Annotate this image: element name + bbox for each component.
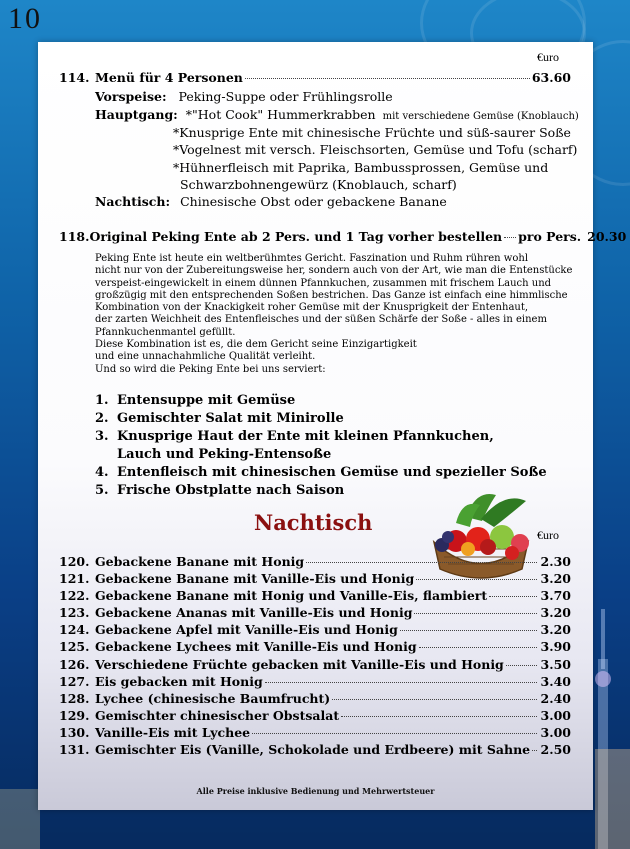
dessert-item [59,605,571,622]
item-number: 121. [59,571,90,587]
course-number: 1. [95,393,109,408]
dessert-item [59,657,571,674]
item-name: Gebackene Banane mit Honig und Vanille-Eis, flambiert [95,588,488,604]
item-price: 3.40 [540,673,571,689]
item-price: 3.70 [540,588,571,604]
dessert-currency-label: €uro [537,528,559,542]
item-price: 2.30 [540,554,571,569]
item-price: 3.20 [540,571,571,587]
item-name: Gebackene Banane mit Honig [95,554,305,569]
dessert-item [59,588,571,605]
item-price: 2.50 [540,742,571,758]
price-footnote: Alle Preise inklusive Bedienung und Mehrwertsteuer [196,786,435,796]
item-name: Gebackene Lychees mit Vanille-Eis und Honig [95,639,417,655]
leader-dots [400,630,537,631]
course-item [95,446,547,464]
item-number: 130. [59,724,90,740]
leader-dots [414,613,537,614]
dessert-item [59,622,571,639]
description-line: Diese Kombination ist es, die dem Gericht seine Einzigartigkeit [95,339,417,351]
item-number: 131. [59,742,90,758]
main-dish-4: *Hühnerfleisch mit Paprika, Bambussprossen, Gemüse und [173,160,549,175]
course-number [95,446,117,464]
dessert-line [95,194,447,209]
item-name: Gemischter chinesischer Obstsalat [95,707,340,723]
dessert-item [59,554,571,571]
dessert-item [59,674,571,691]
dessert-section-title: Nachtisch [254,510,373,535]
leader-dots [506,665,537,666]
course-item [95,410,547,428]
dessert-item [59,742,571,759]
item-number: 122. [59,588,90,604]
page-number: 10 [8,2,42,35]
course-number: 3. [95,429,109,444]
item-number: 126. [59,656,90,672]
menu-item-114 [59,70,571,85]
dessert-list [59,554,571,759]
leader-dots [252,733,537,734]
starter-label: Vorspeise: [95,89,167,104]
course-text: Gemischter Salat mit Minirolle [117,411,344,426]
main-dish-1-note: mit verschiedene Gemüse (Knoblauch) [382,111,579,122]
leader-dots [306,562,537,563]
description-line: Peking Ente ist heute ein weltberühmtes Gericht. Faszination und Ruhm rühren wohl [95,253,529,264]
main-dish-1: *"Hot Cook" Hummerkrabben [185,107,376,122]
item-number: 123. [59,605,90,621]
dessert-item [59,708,571,725]
dessert-item [59,725,571,742]
course-number: 2. [95,411,109,426]
item-price: 63.60 [531,70,571,85]
main-dish-3: *Vogelnest mit versch. Fleischsorten, Gemüse und Tofu (scharf) [173,142,578,157]
course-text: Entensuppe mit Gemüse [117,393,296,408]
leader-dots [504,237,516,238]
peking-duck-description [95,253,573,376]
currency-label: €uro [537,50,559,64]
description-line: und eine unnachahmliche Qualität verleiht. [95,351,316,363]
course-number: 4. [95,465,109,480]
item-number: 127. [59,673,90,689]
course-text: Knusprige Haut der Ente mit kleinen Pfannkuchen, [117,429,494,444]
menu-item-118 [59,229,627,244]
course-item [95,464,547,482]
item-price: 3.90 [540,639,571,655]
starter-line [95,89,393,104]
item-price: 20.30 [587,229,627,244]
item-name: Verschiedene Früchte gebacken mit Vanille-Eis und Honig [95,656,504,672]
description-line: verspeist-eingewickelt in einem dünnen Pfannkuchen, zusammen mit frischem Lauch und [95,277,552,289]
course-item [95,428,547,446]
dessert-label: Nachtisch: [95,194,171,209]
item-price: 3.00 [540,707,571,723]
course-number: 5. [95,483,109,498]
description-line: der zarten Weichheit des Entenfleisches und der süßen Schärfe der Soße - alles in einem [95,314,547,326]
dessert-item [59,571,571,588]
item-name: Gebackene Banane mit Vanille-Eis und Honig [95,571,415,587]
item-title: Menü für 4 Personen [95,70,243,85]
leader-dots [532,750,537,751]
item-price: 3.50 [540,656,571,672]
main-dish-4-cont: Schwarzbohnengewürz (Knoblauch, scharf) [180,177,457,192]
course-list [95,392,547,500]
course-text: Entenfleisch mit chinesischen Gemüse und spezieller Soße [117,465,547,480]
item-unit: pro Pers. [518,229,582,244]
item-number: 125. [59,639,90,655]
description-line: nicht nur von der Zubereitungsweise her, sondern auch von der Art, wie man die Entenstücke [95,265,573,277]
item-number: 129. [59,707,90,723]
description-line: Pfannkuchenmantel gefüllt. [95,326,236,338]
item-name: Gemischter Eis (Vanille, Schokolade und Erdbeere) mit Sahne [95,742,531,758]
description-line: Und so wird die Peking Ente bei uns serviert: [95,363,326,375]
item-name: Gebackene Ananas mit Vanille-Eis und Honig [95,605,413,621]
leader-dots [489,596,537,597]
item-name: Gebackene Apfel mit Vanille-Eis und Honig [95,622,398,638]
item-price: 3.20 [540,605,571,621]
leader-dots [416,579,537,580]
description-line: großzügig mit den entsprechenden Soßen bestrichen. Das Ganze ist einfach eine himmlische [95,289,568,301]
main-dish-2: *Knusprige Ente mit chinesische Früchte und süß-saurer Soße [173,125,571,140]
item-name: Lychee (chinesische Baumfrucht) [95,690,331,706]
item-number: 120. [59,554,90,569]
starter-text: Peking-Suppe oder Frühlingsrolle [178,89,393,104]
leader-dots [332,699,537,700]
leader-dots [245,78,530,79]
dessert-text: Chinesische Obst oder gebackene Banane [180,194,447,209]
item-price: 2.40 [540,690,571,706]
item-name: Eis gebacken mit Honig [95,673,263,689]
item-number: 118. [59,229,90,244]
dessert-item [59,691,571,708]
leader-dots [265,682,537,683]
description-line: Kombination von der Knackigkeit roher Gemüse mit der Knusprigkeit der Entenhaut, [95,302,529,314]
course-text: Lauch und Peking-Entensoße [117,447,332,462]
leader-dots [341,716,537,717]
item-price: 3.00 [540,724,571,740]
main-line-1 [95,107,579,123]
item-price: 3.20 [540,622,571,638]
item-title: Original Peking Ente ab 2 Pers. und 1 Tag vorher bestellen [89,229,503,244]
menu-card [38,42,627,810]
main-label: Hauptgang: [95,107,178,122]
item-number: 128. [59,690,90,706]
item-number: 114. [59,70,90,85]
course-text: Frische Obstplatte nach Saison [117,483,345,498]
item-name: Vanille-Eis mit Lychee [95,724,251,740]
dessert-item [59,639,571,656]
leader-dots [419,647,537,648]
item-number: 124. [59,622,90,638]
course-item [95,392,547,410]
